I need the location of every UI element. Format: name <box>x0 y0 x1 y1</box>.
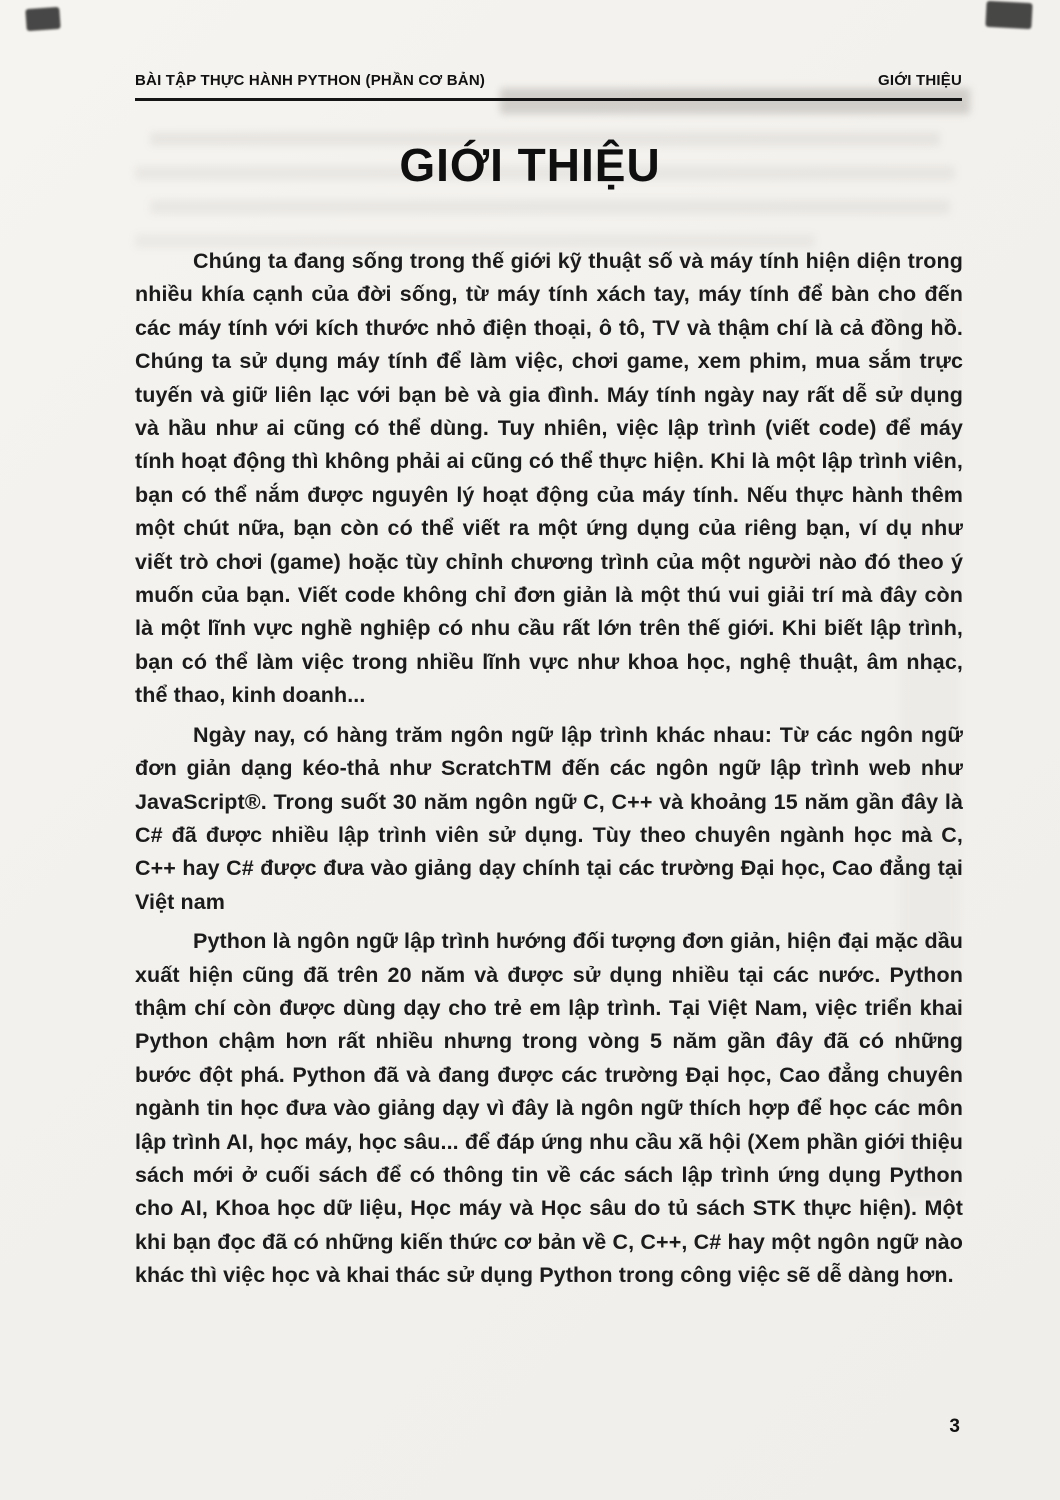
scan-artifact <box>985 1 1032 29</box>
page-title: GIỚI THIỆU <box>399 139 661 191</box>
header-rule <box>135 98 962 101</box>
paragraph-2: Ngày nay, có hàng trăm ngôn ngữ lập trình khác nhau: Từ các ngôn ngữ đơn giản dạng kéo-thả như ScratchTM đến các ngôn ngữ lập trình web như JavaScript®. Trong suốt 30 năm ngôn ngữ C, C++ và khoảng 15 năm gần đây là C# đã được nhiều lập trình viên sử dụng. Tùy theo chuyên ngành học mà C, C++ hay C# được đưa vào giảng dạy chính tại các trường Đại học, Cao đẳng tại Việt nam <box>135 722 963 914</box>
paragraph-3: Python là ngôn ngữ lập trình hướng đối tượng đơn giản, hiện đại mặc dầu xuất hiện cũng đã trên 20 năm và được sử dụng nhiều tại các nước. Python thậm chí còn được dùng dạy cho trẻ em lập trình. Tại Việt Nam, việc triển khai Python chậm hơn rất nhiều nhưng trong vòng 5 năm gần đây đã có những bước đột phá. Python đã và đang được các trường Đại học, Cao đẳng chuyên ngành tin học đưa vào giảng dạy vì đây là ngôn ngữ thích hợp để học các môn lập trình AI, học máy, học sâu... để đáp ứng nhu cầu xã hội (Xem phần giới thiệu sách mới ở cuối sách để có thông tin về các sách lập trình ứng dụng Python cho AI, Khoa học dữ liệu, Học máy và Học sâu do tủ sách STK thực hiện). Một khi bạn đọc đã có những kiến thức cơ bản về C, C++, C# hay một ngôn ngữ nào khác thì việc học và khai thác sử dụng Python trong công việc sẽ dễ dàng hơn. <box>135 929 963 1288</box>
page-bleedthrough <box>150 200 950 214</box>
body-text <box>135 245 963 1299</box>
page-number: 3 <box>949 1416 960 1437</box>
running-header-left: BÀI TẬP THỰC HÀNH PYTHON (PHẦN CƠ BẢN) <box>135 72 486 89</box>
scan-artifact <box>25 7 60 31</box>
running-header-right: GIỚI THIỆU <box>878 72 962 89</box>
running-header <box>135 72 962 89</box>
page-bleedthrough <box>500 88 970 114</box>
paragraph-1: Chúng ta đang sống trong thế giới kỹ thuật số và máy tính hiện diện trong nhiều khía cạnh của đời sống, từ máy tính xách tay, máy tính để bàn cho đến các máy tính với kích thước nhỏ điện thoại, ô tô, TV và thậm chí là cả đồng hồ. Chúng ta sử dụng máy tính để làm việc, chơi game, xem phim, mua sắm trực tuyến và giữ liên lạc với bạn bè và gia đình. Máy tính ngày nay rất dễ sử dụng và hầu như ai cũng có thể dùng. Tuy nhiên, việc lập trình (viết code) để máy tính hoạt động thì không phải ai cũng có thể thực hiện. Khi là một lập trình viên, bạn có thể nắm được nguyên lý hoạt động của máy tính. Nếu thực hành thêm một chút nữa, bạn còn có thể viết ra một ứng dụng của riêng bạn, ví dụ như viết trò chơi (game) hoặc tùy chỉnh chương trình của một người nào đó theo ý muốn của bạn. Viết code không chỉ đơn giản là một thú vui giải trí mà đây còn là một lĩnh vực nghề nghiệp có nhu cầu rất lớn trên thế giới. Khi biết lập trình, bạn có thể làm việc trong nhiều lĩnh vực như khoa học, nghệ thuật, âm nhạc, thể thao, kinh doanh... <box>135 249 963 708</box>
